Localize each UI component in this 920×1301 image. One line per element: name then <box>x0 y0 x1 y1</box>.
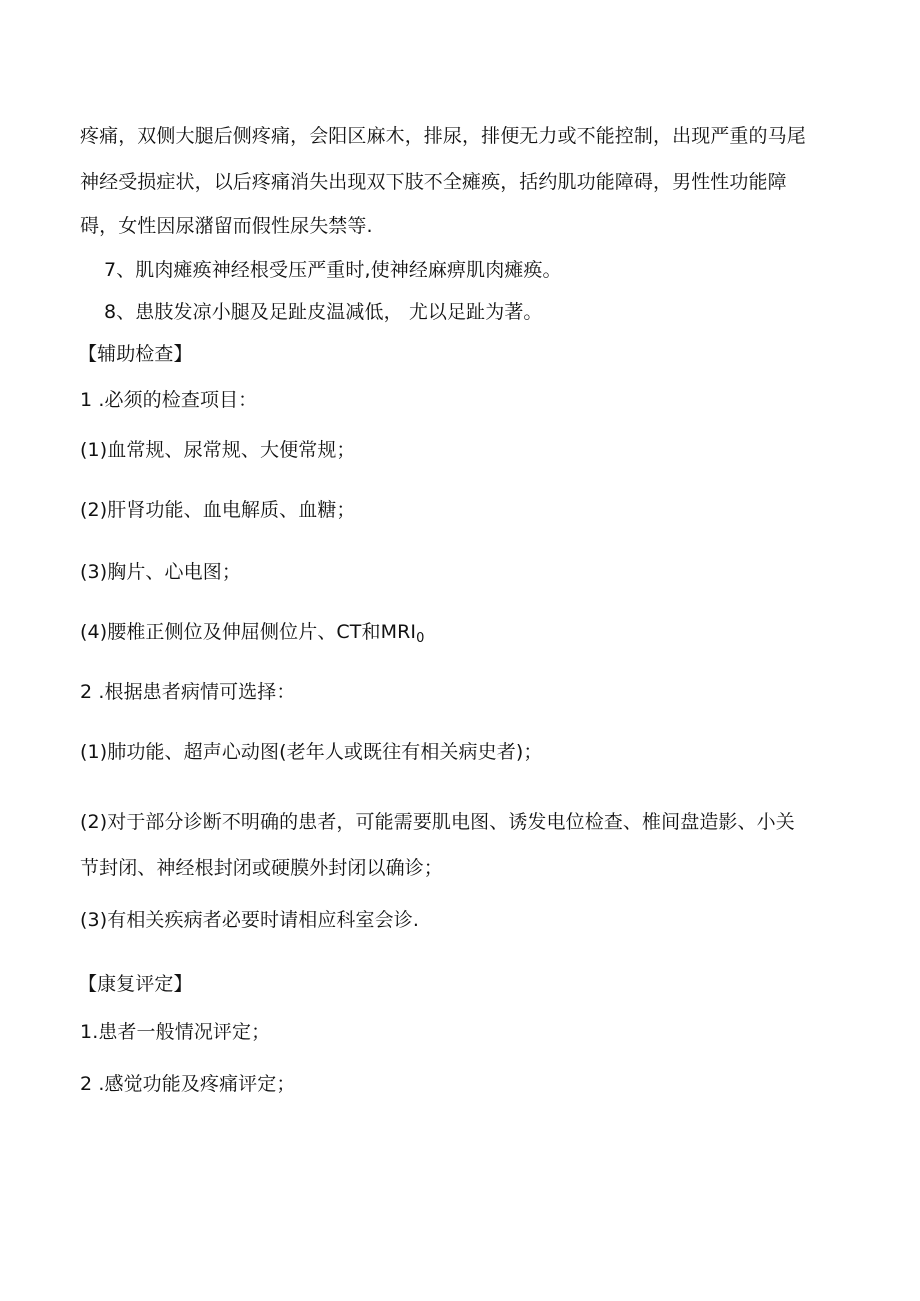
list-item: (2)对于部分诊断不明确的患者，可能需要肌电图、诱发电位检查、椎间盘造影、小关 <box>80 811 795 833</box>
paragraph-line: 疼痛，双侧大腿后侧疼痛，会阳区麻木，排尿，排便无力或不能控制，出现严重的马尾 <box>80 125 806 147</box>
section-heading: 【康复评定】 <box>78 973 193 995</box>
list-item: 1.患者一般情况评定； <box>80 1021 271 1043</box>
paragraph-line: 碍，女性因尿潴留而假性尿失禁等. <box>80 215 373 237</box>
list-item: 7、肌肉瘫痪神经根受压严重时,使神经麻痹肌肉瘫痪。 <box>104 259 562 281</box>
subsection-title: 1 .必须的检查项目： <box>80 389 258 411</box>
section-heading: 【辅助检查】 <box>78 343 193 365</box>
list-item: (3)胸片、心电图； <box>80 561 241 583</box>
paragraph-line: 神经受损症状，以后疼痛消失出现双下肢不全瘫痪，括约肌功能障碍，男性性功能障 <box>80 171 787 193</box>
list-item <box>80 620 850 651</box>
list-item: 2 .感觉功能及疼痛评定； <box>80 1073 296 1095</box>
list-item: (3)有相关疾病者必要时请相应科室会诊. <box>80 909 419 931</box>
list-item: (1)血常规、尿常规、大便常规； <box>80 439 356 461</box>
list-item: 节封闭、神经根封闭或硬膜外封闭以确诊； <box>80 857 443 879</box>
subscript-text: 0 <box>416 631 425 646</box>
list-item: 8、患肢发凉小腿及足趾皮温减低， 尤以足趾为著。 <box>104 301 543 323</box>
list-item-text: (4)腰椎正侧位及伸屈侧位片、CT和MRI <box>80 621 417 643</box>
list-item: (1)肺功能、超声心动图(老年人或既往有相关病史者)； <box>80 741 543 763</box>
list-item: (2)肝肾功能、血电解质、血糖； <box>80 499 356 521</box>
subsection-title: 2 .根据患者病情可选择： <box>80 681 296 703</box>
